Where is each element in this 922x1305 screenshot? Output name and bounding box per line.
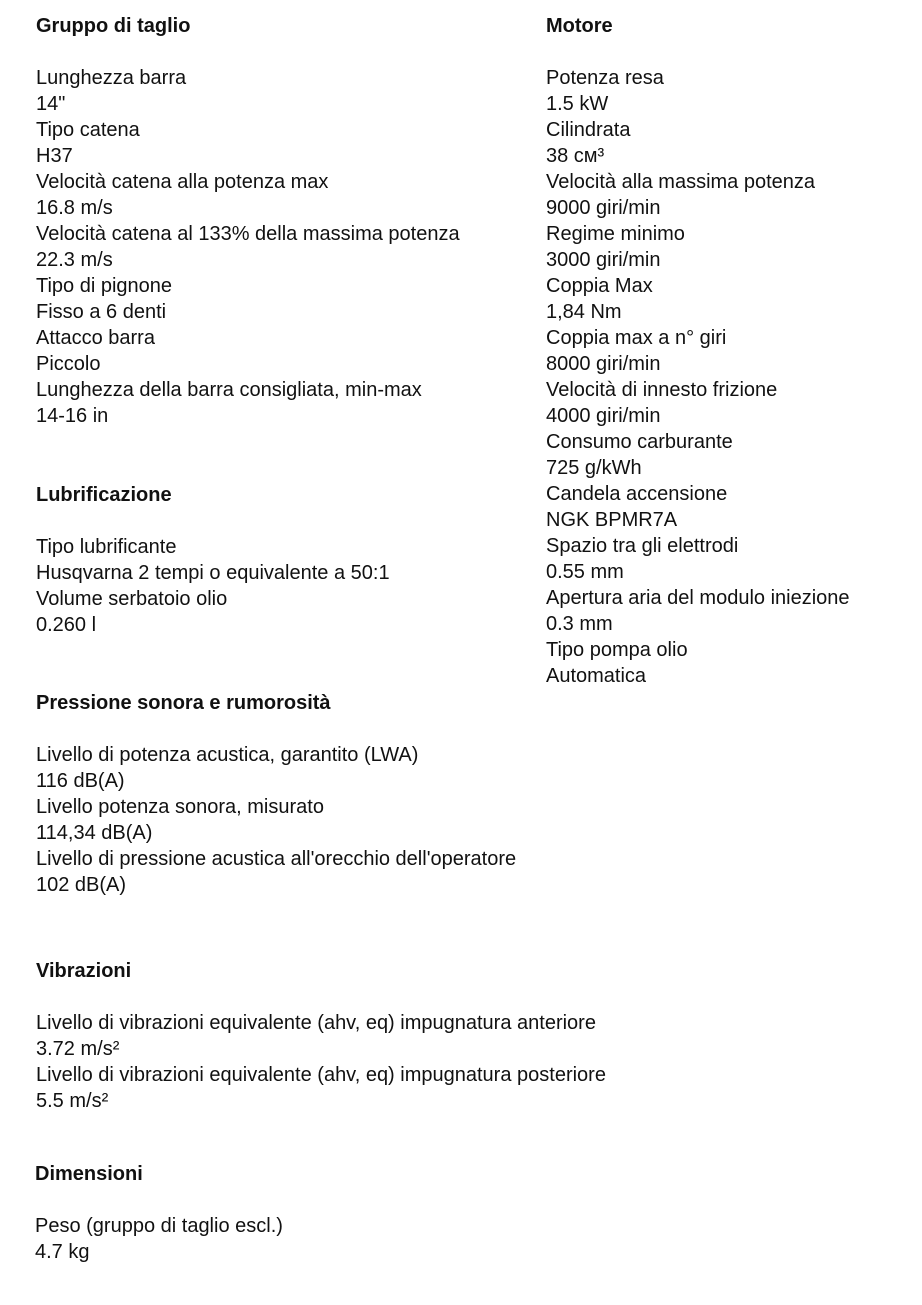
spec-label: Coppia max a n° giri [546,327,727,349]
section-title: Vibrazioni [36,960,132,982]
spec-value: 116 dB(A) [36,770,125,792]
section-motore [546,13,850,689]
spec-label: Spazio tra gli elettrodi [546,535,739,557]
section-pressione-sonora [36,690,516,898]
spec-label: Lunghezza della barra consigliata, min-max [36,379,422,401]
section-title: Dimensioni [35,1163,143,1185]
spec-label: Peso (gruppo di taglio escl.) [35,1215,283,1237]
spec-value: 4.7 kg [35,1241,90,1263]
spec-value: 16.8 m/s [36,197,113,219]
section-vibrazioni [36,958,606,1114]
spec-value: 0.3 mm [546,613,613,635]
spec-label: Candela accensione [546,483,728,505]
spec-value: Fisso a 6 denti [36,301,167,323]
spec-list [35,1213,283,1265]
spec-value: 3.72 m/s² [36,1038,120,1060]
spec-label: Livello di pressione acustica all'orecchio dell'operatore [36,848,517,870]
spec-list [36,742,516,898]
spec-label: Attacco barra [36,327,155,349]
section-dimensioni [35,1161,283,1265]
section-title: Lubrificazione [36,484,172,506]
spec-label: Livello di vibrazioni equivalente (ahv, eq) impugnatura anteriore [36,1012,596,1034]
section-title: Gruppo di taglio [36,15,191,37]
spec-value: 102 dB(A) [36,874,127,896]
spec-label: Tipo catena [36,119,140,141]
spec-value: Piccolo [36,353,101,375]
section-title: Motore [546,15,613,37]
section-title: Pressione sonora e rumorosità [36,692,331,714]
spec-label: Coppia Max [546,275,653,297]
spec-label: Tipo di pignone [36,275,173,297]
spec-label: Consumo carburante [546,431,733,453]
spec-label: Velocità catena al 133% della massima potenza [36,223,460,245]
spec-value: Husqvarna 2 tempi o equivalente a 50:1 [36,562,390,584]
spec-value: 1.5 kW [546,93,609,115]
spec-label: Livello di potenza acustica, garantito (LWA) [36,744,419,766]
section-lubrificazione [36,482,390,638]
spec-label: Tipo pompa olio [546,639,688,661]
spec-label: Velocità alla massima potenza [546,171,816,193]
spec-value: 22.3 m/s [36,249,113,271]
spec-label: Velocità catena alla potenza max [36,171,329,193]
spec-label: Velocità di innesto frizione [546,379,778,401]
spec-label: Livello di vibrazioni equivalente (ahv, eq) impugnatura posteriore [36,1064,606,1086]
spec-value: H37 [36,145,73,167]
spec-value: 8000 giri/min [546,353,661,375]
spec-label: Tipo lubrificante [36,536,177,558]
spec-value: 114,34 dB(A) [36,822,153,844]
spec-label: Regime minimo [546,223,685,245]
spec-value: 5.5 m/s² [36,1090,109,1112]
spec-value: 9000 giri/min [546,197,661,219]
section-gruppo-di-taglio [36,13,460,429]
spec-label: Volume serbatoio olio [36,588,228,610]
spec-list [36,65,460,429]
spec-value: 38 см³ [546,145,605,167]
spec-list [36,534,390,638]
spec-value: 14" [36,93,66,115]
spec-value: 4000 giri/min [546,405,661,427]
spec-label: Apertura aria del modulo iniezione [546,587,850,609]
spec-label: Cilindrata [546,119,631,141]
spec-value: 3000 giri/min [546,249,661,271]
spec-list [36,1010,606,1114]
spec-value: NGK BPMR7A [546,509,678,531]
spec-label: Livello potenza sonora, misurato [36,796,324,818]
spec-value: 0.260 l [36,614,97,636]
spec-label: Lunghezza barra [36,67,187,89]
spec-label: Potenza resa [546,67,664,89]
spec-value: 14-16 in [36,405,109,427]
spec-list [546,65,850,689]
spec-value: Automatica [546,665,647,687]
spec-value: 1,84 Nm [546,301,622,323]
spec-value: 0.55 mm [546,561,624,583]
spec-value: 725 g/kWh [546,457,642,479]
